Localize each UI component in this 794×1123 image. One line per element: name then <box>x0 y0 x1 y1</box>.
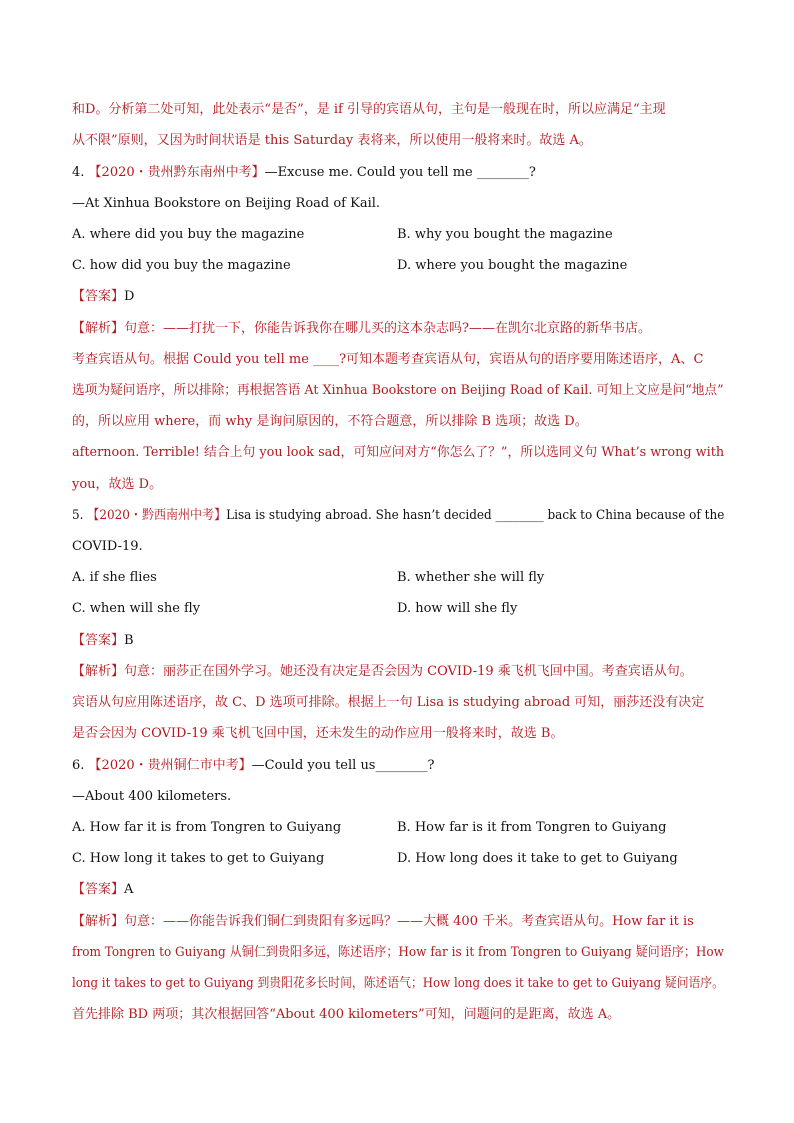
analysis-text: 考查宾语从句。根据 Could you tell me ____?可知本题考查宾语从句，宾语从句的语序要用陈述语序，A、C <box>72 352 704 367</box>
question-text: —Could you tell us________? <box>251 758 435 773</box>
analysis-line <box>72 663 693 681</box>
answer-line <box>72 632 134 650</box>
analysis-text: 选项为疑问语序，所以排除；再根据答语 At Xinhua Bookstore on Beijing Road of Kail. 可知上文应是问“地点” <box>72 383 724 398</box>
option-c: C. How long it takes to get to Guiyang <box>72 851 325 866</box>
analysis-text: 句意：——你能告诉我们铜仁到贵阳有多远吗？——大概 400 千米。考查宾语从句。How far it is <box>124 914 694 929</box>
answer-line <box>72 288 134 306</box>
intro-line-1: 和D。分析第二处可知，此处表示“是否”，是 if 引导的宾语从句，主句是一般现在时，所以应满足“主现 <box>72 102 666 117</box>
option-a: A. if she flies <box>72 570 157 585</box>
question-number: 4. <box>72 165 85 180</box>
answer-label: 【答案】 <box>72 882 125 897</box>
option-a: A. How far it is from Tongren to Guiyang <box>72 820 342 835</box>
analysis-text: afternoon. Terrible! 结合上句 you look sad，可知应问对方“你怎么了？”，所以选同义句 What’s wrong with <box>72 445 725 460</box>
analysis-text: 是否会因为 COVID-19 乘飞机飞回中国，还未发生的动作应用一般将来时，故选 B。 <box>72 726 564 741</box>
analysis-text: 句意：——打扰一下，你能告诉我你在哪儿买的这本杂志吗?——在凯尔北京路的新华书店。 <box>124 321 651 336</box>
analysis-line <box>72 320 651 338</box>
question-text: —Excuse me. Could you tell me ________? <box>264 165 536 180</box>
option-c: C. when will she fly <box>72 601 201 616</box>
question-5-stem <box>72 507 724 525</box>
analysis-text: 宾语从句应用陈述语序，故 C、D 选项可排除。根据上一句 Lisa is studying abroad 可知，丽莎还没有决定 <box>72 695 705 710</box>
analysis-line <box>72 913 694 931</box>
answer-value: B <box>124 633 134 648</box>
analysis-text: 首先排除 BD 两项；其次根据回答“About 400 kilometers”可知，问题问的是距离，故选 A。 <box>72 1007 621 1022</box>
option-b: B. How far is it from Tongren to Guiyang <box>397 820 667 835</box>
option-d: D. how will she fly <box>397 601 518 616</box>
answer-label: 【答案】 <box>72 289 125 304</box>
option-b: B. whether she will fly <box>397 570 545 585</box>
question-text: Lisa is studying abroad. She hasn’t decided ________ back to China because of the <box>226 508 725 523</box>
intro-line-2: 从不限”原则，又因为时间状语是 this Saturday 表将来，所以使用一般将来时。故选 A。 <box>72 133 592 148</box>
analysis-text: long it takes to get to Guiyang 到贵阳花多长时间，陈述语气；How long does it take to get to Guiyang 疑问语序。 <box>72 976 724 991</box>
question-number: 6. <box>72 758 85 773</box>
option-a: A. where did you buy the magazine <box>72 227 305 242</box>
question-4-reply: —At Xinhua Bookstore on Beijing Road of Kail. <box>72 196 381 211</box>
option-b: B. why you bought the magazine <box>397 227 613 242</box>
answer-line <box>72 881 133 899</box>
answer-value: D <box>124 289 135 304</box>
question-number: 5. <box>72 508 84 523</box>
analysis-text: 的，所以应用 where，而 why 是询问原因的，不符合题意，所以排除 B 选项；故选 D。 <box>72 414 588 429</box>
option-d: D. where you bought the magazine <box>397 258 628 273</box>
option-d: D. How long does it take to get to Guiyang <box>397 851 678 866</box>
analysis-text: you，故选 D。 <box>72 477 163 492</box>
question-source: 【2020・贵州铜仁市中考】 <box>88 758 252 773</box>
question-source: 【2020・贵州黔东南州中考】 <box>88 165 265 180</box>
option-c: C. how did you buy the magazine <box>72 258 291 273</box>
question-source: 【2020・黔西南州中考】 <box>87 508 227 523</box>
analysis-label: 【解析】 <box>72 664 125 679</box>
analysis-label: 【解析】 <box>72 321 125 336</box>
answer-label: 【答案】 <box>72 633 125 648</box>
analysis-text: 句意：丽莎正在国外学习。她还没有决定是否会因为 COVID-19 乘飞机飞回中国。考查宾语从句。 <box>124 664 693 679</box>
question-5-stem-cont: COVID-19. <box>72 539 143 554</box>
answer-value: A <box>124 882 134 897</box>
analysis-text: from Tongren to Guiyang 从铜仁到贵阳多远，陈述语序；How far is it from Tongren to Guiyang 疑问语序；How <box>72 945 724 960</box>
question-4-stem <box>72 164 536 182</box>
question-6-reply: —About 400 kilometers. <box>72 789 232 804</box>
analysis-label: 【解析】 <box>72 914 125 929</box>
question-6-stem <box>72 757 434 775</box>
